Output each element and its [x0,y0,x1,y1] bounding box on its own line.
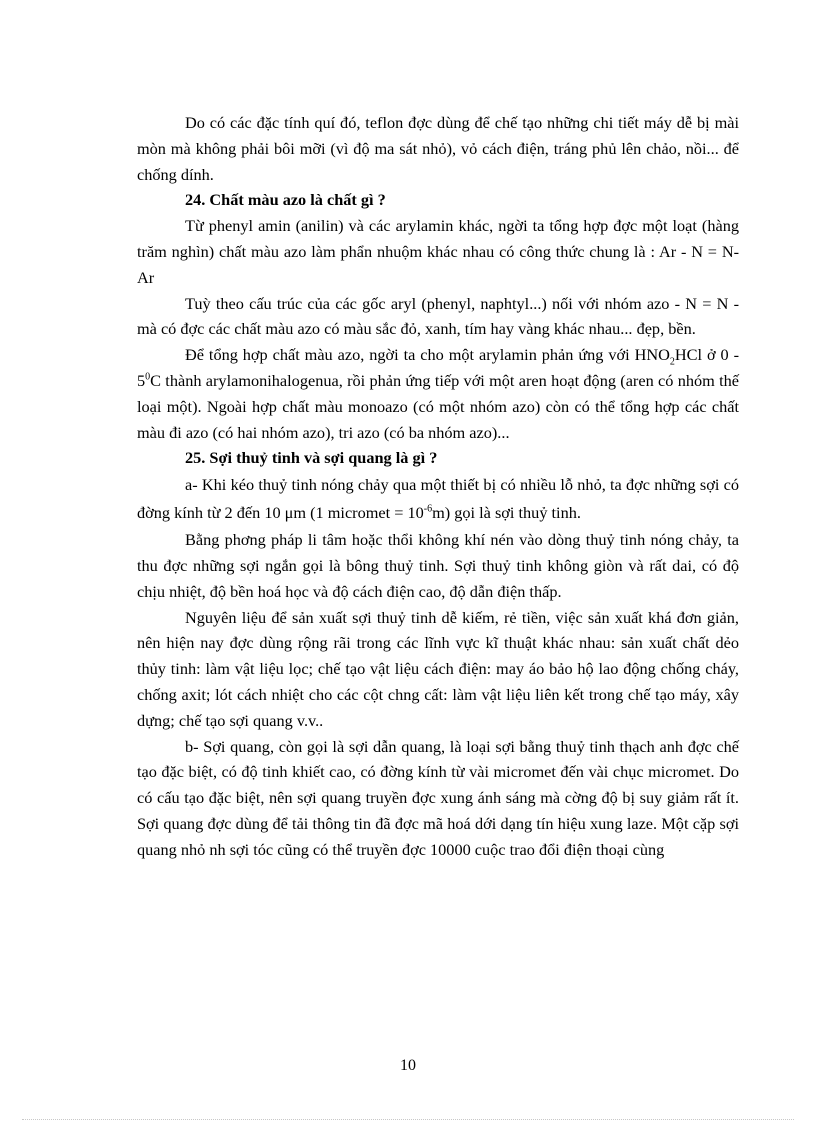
paragraph-fiber-uses: Nguyên liệu để sản xuất sợi thuỷ tinh dễ kiếm, rẻ tiền, việc sản xuất khá đơn giản, nên hiện nay đợc dùng rộng rãi trong các lĩnh vực kĩ thuật khác nhau: sản xuất chất dẻo thủy tinh: làm vật liệu lọc; chế tạo vật liệu cách điện: may áo bảo hộ lao động chống cháy, chống axit; lót cách nhiệt cho các cột chng cất: làm vật liệu liên kết trong chế tạo máy, xây dựng; chế tạo sợi quang v.v.. [137,607,739,730]
paragraph-glass-fiber: a- Khi kéo thuỷ tinh nóng chảy qua một thiết bị có nhiều lỗ nhỏ, ta đợc những sợi có đờng kính từ 2 đến 10 μm (1 micromet = $10^{-6}m$) gọi là sợi thuỷ tinh. [137,475,739,523]
bottom-divider [22,1119,794,1120]
page-number: 10 [400,1057,416,1074]
body-text [137,110,739,863]
paragraph-azo-synthesis: Từ phenyl amin (anilin) và các arylamin khác, ngời ta tổng hợp đợc một loạt (hàng trăm nghìn) chất màu azo làm phẩn nhuộm khác nhau có công thức chung là : Ar - N = N-Ar [137,216,739,287]
paragraph-glass-wool: Bằng phơng pháp li tâm hoặc thổi không khí nén vào dòng thuỷ tinh nóng chảy, ta thu đợc những sợi ngắn gọi là bông thuỷ tinh. Sợi thuỷ tinh không giòn và rất dai, có độ chịu nhiệt, độ bền hoá học và độ cách điện cao, độ dẫn điện thấp. [137,530,739,601]
paragraph-aryl-structure: Tuỳ theo cấu trúc của các gốc aryl (phenyl, naphtyl...) nối với nhóm azo - N = N - mà có đợc các chất màu azo có màu sắc đỏ, xanh, tím hay vàng khác nhau... đẹp, bền. [137,293,739,339]
paragraph-teflon: Do có các đặc tính quí đó, teflon đợc dùng để chế tạo những chi tiết máy dễ bị mài mòn mà không phải bôi mỡi (vì độ ma sát nhỏ), vỏ cách điện, tráng phủ lên chảo, nồi... để chống dính. [137,113,739,184]
paragraph-optical-fiber: b- Sợi quang, còn gọi là sợi dẫn quang, là loại sợi bằng thuỷ tinh thạch anh đợc chế tạo đặc biệt, có độ tinh khiết cao, có đờng kính từ vài micromet đến vài chục micromet. Do có cấu tạo đặc biệt, nên sợi quang truyền đợc xung ánh sáng mà cờng độ bị suy giảm rất ít. Sợi quang đợc dùng để tải thông tin đã đợc mã hoá dới dạng tín hiệu xung laze. Một cặp sợi quang nhỏ nh sợi tóc cũng có thể truyền đợc 10000 cuộc trao đổi điện thoại cùng [137,736,739,859]
heading-azo: 24. Chất màu azo là chất gì ? [185,190,386,210]
paragraph-azo-process: Để tổng hợp chất màu azo, ngời ta cho một arylamin phản ứng với $HNO_2HCl$ ở $0 - 5^0C$ thành arylamonihalogenua, rồi phản ứng tiếp với một aren hoạt động (aren có nhóm thế loại một). Ngoài hợp chất màu monoazo (có một nhóm azo) còn có thể tổng hợp các chất màu đi azo (có hai nhóm azo), tri azo (có ba nhóm azo)... [137,345,739,442]
heading-fiber: 25. Sợi thuỷ tinh và sợi quang là gì ? [185,448,438,468]
